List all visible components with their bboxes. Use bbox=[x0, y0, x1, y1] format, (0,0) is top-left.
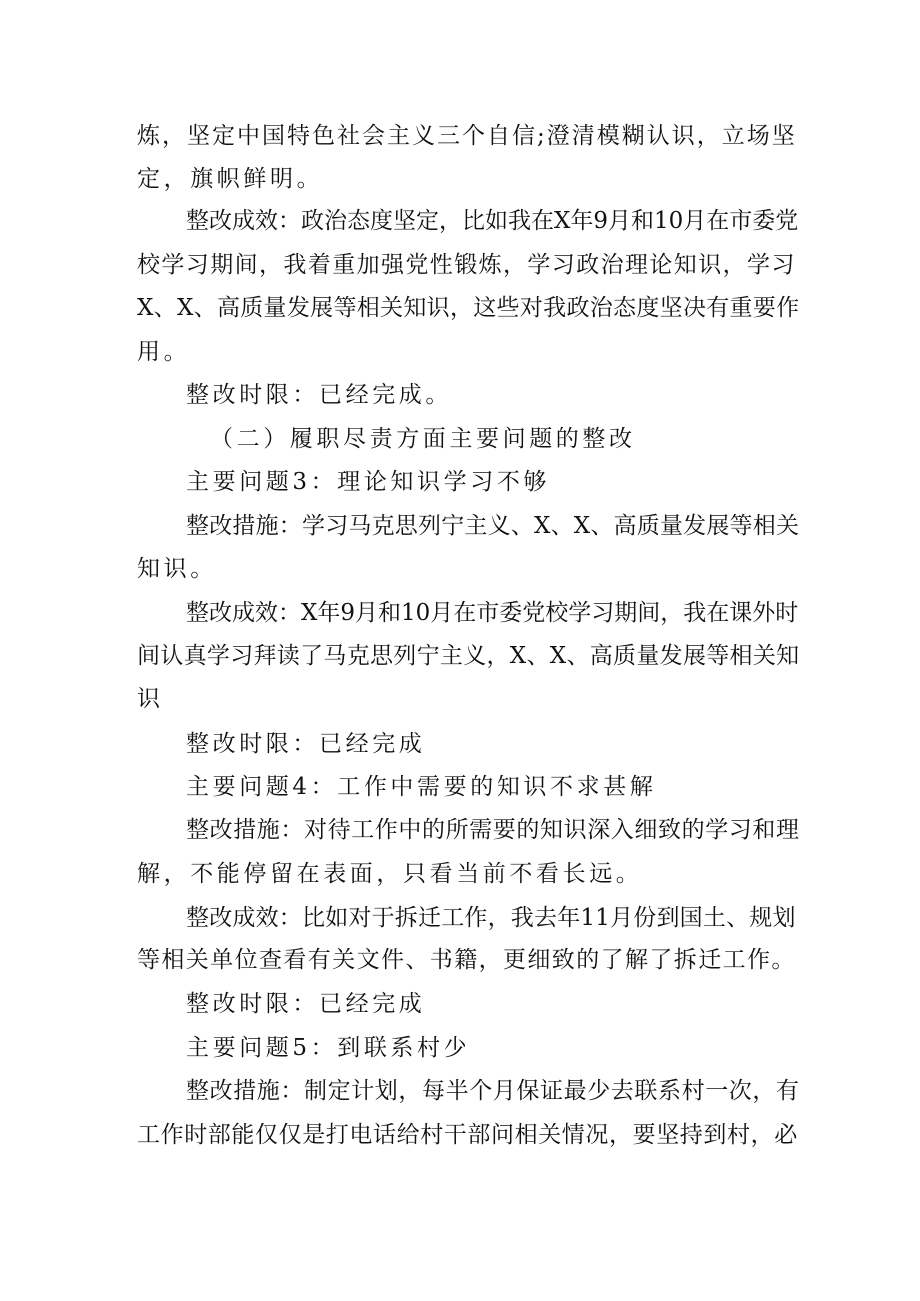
text-line: 主要问题3：理论知识学习不够 bbox=[186, 469, 551, 495]
text-line: 整改成效：比如对于拆迁工作，我去年11月份到国土、规划 bbox=[186, 905, 796, 931]
text-line: 整改措施：学习马克思列宁主义、X、X、高质量发展等相关 bbox=[186, 513, 800, 539]
text-line: 用。 bbox=[137, 339, 191, 365]
text-line: 校学习期间，我着重加强党性锻炼，学习政治理论知识，学习 bbox=[137, 252, 796, 278]
text-line: 主要问题5：到联系村少 bbox=[186, 1035, 471, 1061]
text-line: 炼，坚定中国特色社会主义三个自信;澄清模糊认识，立场坚 bbox=[137, 123, 797, 149]
section-heading: （二）履职尽责方面主要问题的整改 bbox=[210, 426, 636, 452]
text-line: 整改措施：制定计划，每半个月保证最少去联系村一次，有 bbox=[186, 1078, 800, 1104]
text-line: 整改时限：已经完成 bbox=[186, 991, 426, 1017]
text-line: X、X、高质量发展等相关知识，这些对我政治态度坚决有重要作 bbox=[137, 295, 800, 321]
text-line: 解，不能停留在表面，只看当前不看长远。 bbox=[137, 861, 643, 887]
text-line: 整改时限：已经完成。 bbox=[186, 382, 452, 408]
text-line: 定，旗帜鲜明。 bbox=[137, 166, 324, 192]
text-line: 识 bbox=[137, 686, 164, 712]
text-line: 整改成效：政治态度坚定，比如我在X年9月和10月在市委党 bbox=[186, 208, 799, 234]
text-line: 整改时限：已经完成 bbox=[186, 731, 426, 757]
text-line: 知识。 bbox=[137, 556, 217, 582]
text-line: 工作时部能仅仅是打电话给村干部问相关情况，要坚持到村，必 bbox=[137, 1122, 798, 1148]
text-line: 间认真学习拜读了马克思列宁主义，X、X、高质量发展等相关知 bbox=[137, 643, 800, 669]
text-line: 整改成效：X年9月和10月在市委党校学习期间，我在课外时 bbox=[186, 600, 799, 626]
text-line: 主要问题4：工作中需要的知识不求甚解 bbox=[186, 774, 657, 800]
text-line: 等相关单位查看有关文件、书籍，更细致的了解了拆迁工作。 bbox=[137, 947, 796, 973]
text-line: 整改措施：对待工作中的所需要的知识深入细致的学习和理 bbox=[186, 817, 800, 843]
